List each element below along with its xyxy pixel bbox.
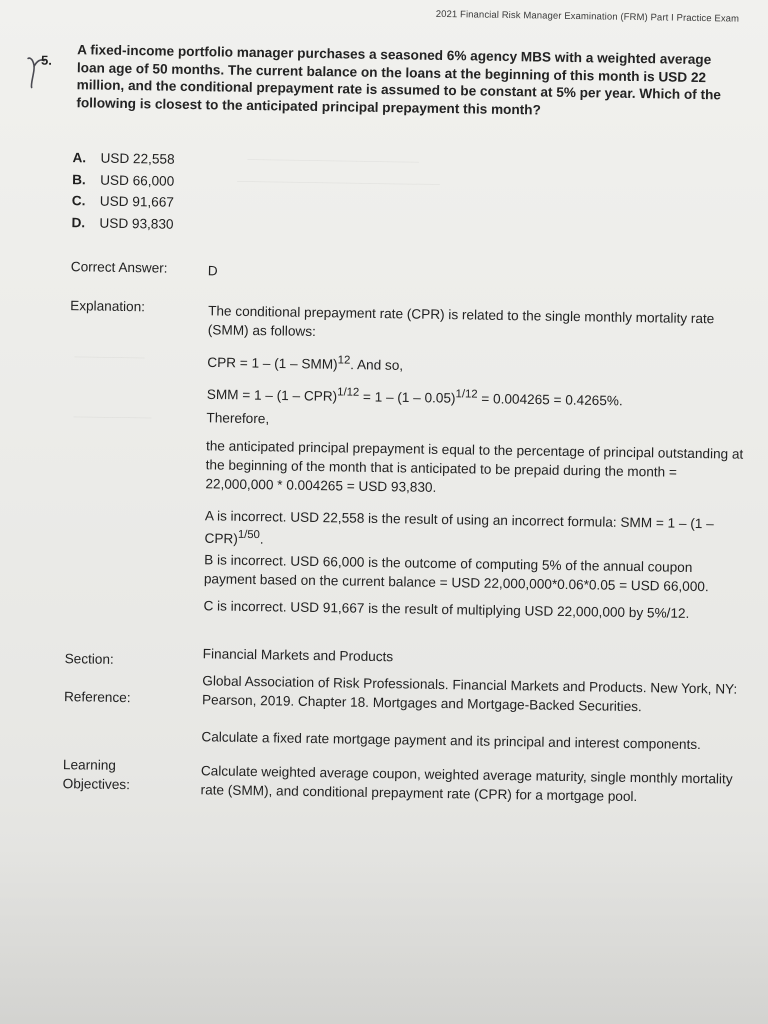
option-letter: D. <box>71 214 86 230</box>
option-d <box>71 212 173 235</box>
correct-answer-label: Correct Answer: <box>70 259 168 276</box>
reference-value: Global Association of Risk Professionals. Financial Markets and Products. New York, NY: Pearson, 2019. Chapter 18. Mortgages and Mortgage-Backed Securities. <box>201 673 738 715</box>
option-b <box>72 169 174 192</box>
smm-formula <box>207 381 747 412</box>
option-letter: C. <box>71 193 86 209</box>
show-through-text: ────────────────────── <box>247 153 420 169</box>
correct-answer-value: D <box>207 263 218 279</box>
formula-exponent: 1/12 <box>337 386 360 399</box>
answer-options <box>71 147 174 235</box>
show-through-text: ────────────────────────── <box>237 175 440 191</box>
label-line: Objectives: <box>62 776 131 793</box>
option-c <box>72 190 174 213</box>
option-b-explanation: B is incorrect. USD 66,000 is the outcome of computing 5% of the annual coupon payment based on the current balance = USD 22,000,000*0.06*0.05 = USD 66,000. <box>203 552 709 595</box>
section-value: Financial Markets and Products <box>202 646 394 665</box>
show-through-text: ────────── <box>73 411 152 425</box>
formula-text: = 1 – (1 – 0.05) <box>359 389 456 406</box>
learning-objective-1: Calculate a fixed rate mortgage payment and its principal and interest components. <box>201 729 701 753</box>
label-line: Learning <box>62 757 117 773</box>
explanation-intro: The conditional prepayment rate (CPR) is related to the single monthly mortality rate (SMM) as follows: <box>207 303 715 340</box>
question-number: 5. <box>40 52 53 68</box>
learning-objectives-label <box>63 755 131 794</box>
therefore-text: Therefore, <box>206 410 270 427</box>
formula-text: SMM = 1 – (1 – CPR) <box>206 386 338 404</box>
explanation-label: Explanation: <box>70 298 146 315</box>
option-text: USD 22,558 <box>100 150 175 167</box>
formula-exponent: 1/50 <box>237 528 261 542</box>
section-label: Section: <box>64 651 114 667</box>
formula-exponent: 12 <box>337 354 351 367</box>
explanation-text: A is incorrect. USD 22,558 is the result of using an incorrect formula: SMM = 1 – (1 – CPR) <box>204 508 714 547</box>
option-text: USD 66,000 <box>100 172 175 189</box>
option-c-explanation: C is incorrect. USD 91,667 is the result of multiplying USD 22,000,000 by 5%/12. <box>203 598 690 621</box>
explanation-text: . <box>259 531 264 547</box>
option-letter: A. <box>72 150 87 166</box>
option-a-explanation <box>204 506 745 556</box>
option-a <box>72 147 174 170</box>
show-through-text: ───────── <box>74 351 145 365</box>
learning-objective-2: Calculate weighted average coupon, weighted average maturity, single monthly mortality rate (SMM), and conditional prepayment rate (CPR) for a mortgage pool. <box>200 763 733 805</box>
option-text: USD 91,667 <box>99 193 175 210</box>
running-header: 2021 Financial Risk Manager Examination (FRM) Part I Practice Exam <box>435 8 740 25</box>
reference-label: Reference: <box>63 689 131 706</box>
option-text: USD 93,830 <box>99 215 174 232</box>
formula-text: . And so, <box>350 357 404 373</box>
option-letter: B. <box>72 171 86 187</box>
prepayment-explanation: the anticipated principal prepayment is equal to the percentage of principal outstanding at the beginning of the month that is anticipated to be prepaid during the month = 22,000,000 * 0.004265 = USD 93,830. <box>205 438 744 495</box>
cpr-formula <box>207 349 747 380</box>
formula-text: = 0.004265 = 0.4265%. <box>477 391 623 409</box>
question-text: A fixed-income portfolio manager purchases a seasoned 6% agency MBS with a weighted average loan age of 50 months. The current balance on the loans at the beginning of this month is USD 22 million, and the conditional prepayment rate is assumed to be constant at 5% per year. Which of the following is closest to the anticipated principal prepayment this month? <box>76 42 722 118</box>
formula-exponent: 1/12 <box>455 388 478 401</box>
formula-text: CPR = 1 – (1 – SMM) <box>207 354 338 372</box>
